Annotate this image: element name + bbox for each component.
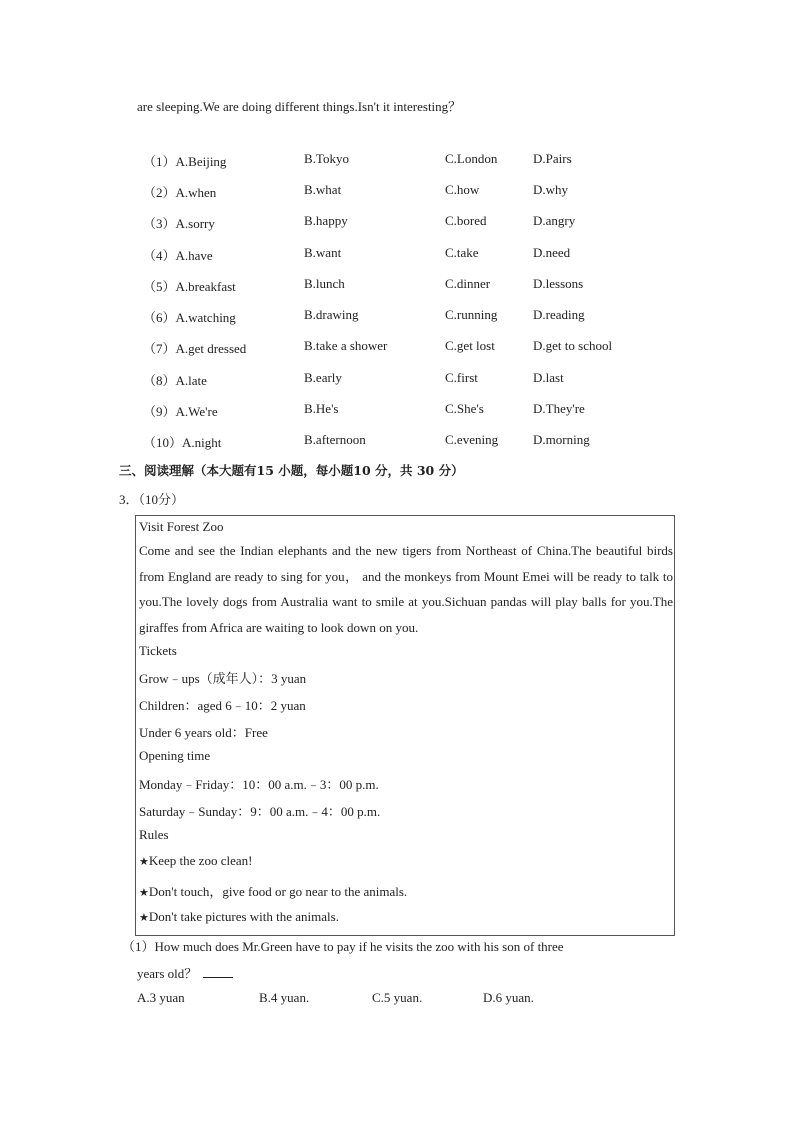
option-c[interactable]: C.how xyxy=(445,182,480,197)
passage-paragraph: Come and see the Indian elephants and the new tigers from Northeast of China.The beautiful birds from England are ready to sing for you， and the monkeys from Mount Emei will be ready to talk to you.The lovely dogs from Australia want to smile at you.Sichuan pandas will play balls for you.The giraffes from Africa are waiting to look down on you. xyxy=(139,543,673,635)
answer-option-c[interactable]: C.5 yuan. xyxy=(372,990,423,1005)
option-c[interactable]: C.take xyxy=(445,245,479,260)
option-a[interactable] xyxy=(143,338,246,357)
option-c[interactable]: C.first xyxy=(445,370,478,385)
ticket-under6: Under 6 years old：Free xyxy=(139,725,268,740)
rule-item xyxy=(139,909,339,925)
option-a[interactable] xyxy=(143,370,207,389)
option-b[interactable]: B.what xyxy=(304,182,342,197)
option-d[interactable]: D.last xyxy=(533,370,564,385)
rules-heading: Rules xyxy=(139,827,169,842)
question-1-text-cont xyxy=(137,963,233,982)
option-a[interactable] xyxy=(143,276,236,295)
option-d[interactable]: D.get to school xyxy=(533,338,613,353)
option-d[interactable]: D.need xyxy=(533,245,571,260)
opening-weekday: Monday﹣Friday：10：00 a.m.﹣3：00 p.m. xyxy=(139,777,379,792)
option-a-text: A.sorry xyxy=(175,216,215,231)
option-d[interactable]: D.angry xyxy=(533,213,576,228)
option-a[interactable] xyxy=(143,432,221,451)
option-d[interactable]: D.Pairs xyxy=(533,151,572,166)
option-a-text: A.Beijing xyxy=(175,154,227,169)
option-number: （5） xyxy=(143,279,176,294)
option-c[interactable]: C.London xyxy=(445,151,498,166)
option-number: （10） xyxy=(143,435,183,450)
option-a-text: A.night xyxy=(182,435,222,450)
star-icon: ★ xyxy=(139,855,149,868)
option-c[interactable]: C.get lost xyxy=(445,338,495,353)
option-b[interactable]: B.Tokyo xyxy=(304,151,349,166)
answer-option-a[interactable]: A.3 yuan xyxy=(137,990,185,1005)
option-b[interactable]: B.He's xyxy=(304,401,339,416)
answer-blank[interactable] xyxy=(203,965,233,978)
answer-option-d[interactable]: D.6 yuan. xyxy=(483,990,534,1005)
option-a-text: A.watching xyxy=(175,310,236,325)
option-a-text: A.breakfast xyxy=(175,279,236,294)
option-b[interactable]: B.want xyxy=(304,245,342,260)
option-c[interactable]: C.bored xyxy=(445,213,487,228)
option-number: （4） xyxy=(143,248,176,263)
question-1-prompt: years old？ xyxy=(137,966,198,981)
option-d[interactable]: D.morning xyxy=(533,432,590,447)
opening-weekend: Saturday﹣Sunday：9：00 a.m.﹣4：00 p.m. xyxy=(139,804,381,819)
option-b[interactable]: B.afternoon xyxy=(304,432,366,447)
option-number: （9） xyxy=(143,404,176,419)
rule-text: Don't touch，give food or go near to the animals. xyxy=(148,884,408,899)
option-a[interactable] xyxy=(143,401,218,420)
option-b[interactable]: B.early xyxy=(304,370,342,385)
tickets-heading: Tickets xyxy=(139,643,177,658)
question-number: 3．（10分） xyxy=(119,492,185,507)
option-c[interactable]: C.dinner xyxy=(445,276,491,291)
rule-item xyxy=(139,881,407,900)
question-1-text: （1）How much does Mr.Green have to pay if he visits the zoo with his son of three xyxy=(122,939,564,954)
option-c[interactable]: C.running xyxy=(445,307,498,322)
option-d[interactable]: D.why xyxy=(533,182,569,197)
option-a[interactable] xyxy=(143,245,213,264)
option-a-text: A.when xyxy=(175,185,217,200)
option-number: （1） xyxy=(143,154,176,169)
star-icon: ★ xyxy=(139,886,149,899)
option-d[interactable]: D.reading xyxy=(533,307,585,322)
option-b[interactable]: B.lunch xyxy=(304,276,345,291)
option-b[interactable]: B.take a shower xyxy=(304,338,388,353)
option-number: （3） xyxy=(143,216,176,231)
option-a[interactable] xyxy=(143,182,216,201)
intro-text: are sleeping.We are doing different things.Isn't it interesting？ xyxy=(137,99,462,114)
rule-item xyxy=(139,853,252,869)
option-a-text: A.late xyxy=(175,373,207,388)
section-heading: 三、阅读理解（本大题有15 小题，每小题10 分，共 30 分） xyxy=(119,463,464,478)
option-d[interactable]: D.lessons xyxy=(533,276,584,291)
option-c[interactable]: C.evening xyxy=(445,432,499,447)
option-number: （7） xyxy=(143,341,176,356)
option-b[interactable]: B.happy xyxy=(304,213,348,228)
option-b[interactable]: B.drawing xyxy=(304,307,359,322)
passage-title: Visit Forest Zoo xyxy=(139,519,224,534)
option-number: （6） xyxy=(143,310,176,325)
option-a[interactable] xyxy=(143,213,215,232)
option-number: （2） xyxy=(143,185,176,200)
rule-text: Keep the zoo clean! xyxy=(148,853,253,868)
option-a[interactable] xyxy=(143,151,226,170)
ticket-grownups: Grow﹣ups（成年人）：3 yuan xyxy=(139,671,307,686)
opening-heading: Opening time xyxy=(139,748,211,763)
option-number: （8） xyxy=(143,373,176,388)
option-c[interactable]: C.She's xyxy=(445,401,484,416)
option-a-text: A.get dressed xyxy=(175,341,247,356)
option-a-text: A.We're xyxy=(175,404,218,419)
passage-box xyxy=(135,515,675,936)
answer-option-b[interactable]: B.4 yuan. xyxy=(259,990,310,1005)
ticket-children: Children：aged 6﹣10：2 yuan xyxy=(139,698,306,713)
option-a-text: A.have xyxy=(175,248,213,263)
rule-text: Don't take pictures with the animals. xyxy=(148,909,339,924)
star-icon: ★ xyxy=(139,911,149,924)
option-d[interactable]: D.They're xyxy=(533,401,585,416)
option-a[interactable] xyxy=(143,307,236,326)
